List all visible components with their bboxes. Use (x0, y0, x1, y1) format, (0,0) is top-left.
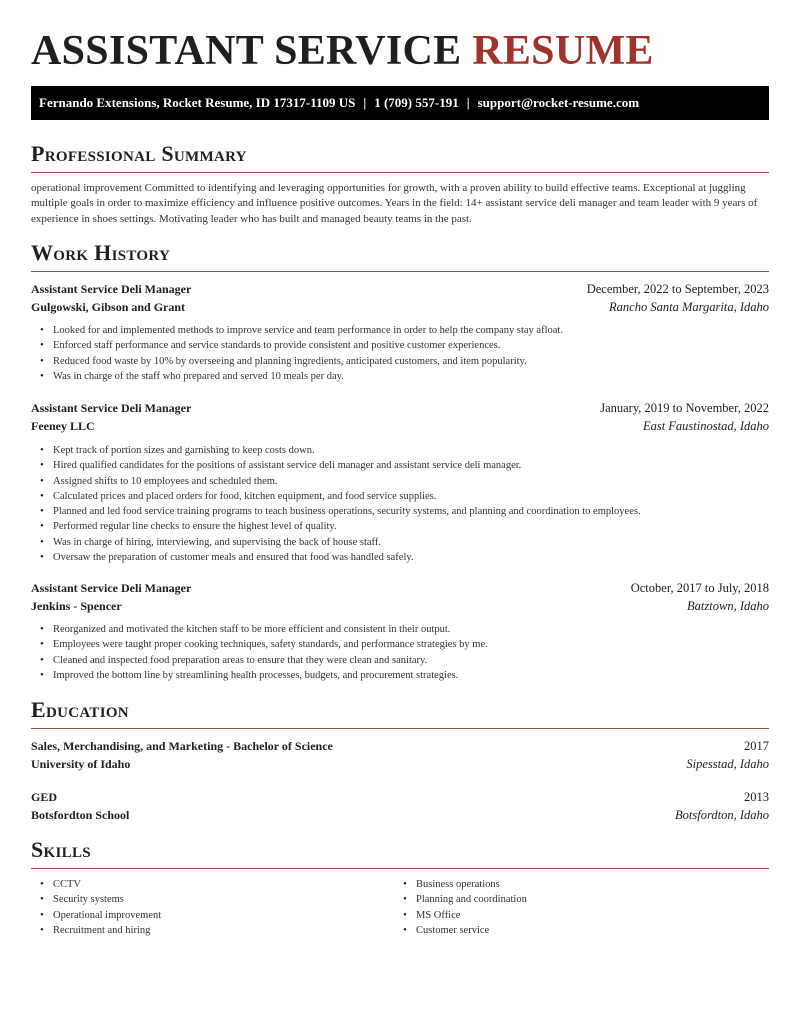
list-item: • Enforced staff performance and service standards to provide consistent and positive customer experiences. (53, 338, 769, 353)
list-item: • Reduced food waste by 10% by overseeing and planning ingredients, anticipated customers, and item popularity. (53, 354, 769, 369)
contact-bar (31, 86, 769, 120)
list-item: • Kept track of portion sizes and garnishing to keep costs down. (53, 443, 769, 458)
job-dates: January, 2019 to November, 2022 (600, 401, 769, 415)
job-title: Assistant Service Deli Manager (31, 581, 192, 595)
list-item: • Calculated prices and placed orders for food, kitchen equipment, and food service supplies. (53, 489, 769, 504)
summary-text: operational improvement Committed to identifying and leveraging opportunities for growth, with a proven ability to build effective teams. Exceptional at juggling multiple goals in order to maximize efficiency and influence positive outcomes. Years in the field: 14+ assistant service deli manager and team leader with 9 years of experience in shoes settings. Motivating leader who has built and managed beauty teams in the past. (31, 182, 758, 225)
title-accent: RESUME (472, 28, 654, 74)
education-school: Botsfordton School (31, 808, 130, 822)
skills-list-right (416, 877, 800, 938)
list-item: • Looked for and implemented methods to improve service and team performance in order to help the company stay afloat. (53, 323, 769, 338)
education-location: Botsfordton, Idaho (675, 808, 769, 822)
skill-item: • Recruitment and hiring (53, 923, 769, 938)
list-item: • Improved the bottom line by streamlining health processes, budgets, and procurement strategies. (53, 668, 769, 683)
work-history-divider (31, 271, 769, 272)
job-dates: December, 2022 to September, 2023 (586, 282, 769, 296)
skills-divider (31, 868, 769, 869)
education-degree: GED (31, 790, 58, 804)
job-company: Jenkins - Spencer (31, 599, 122, 613)
skill-item: • Operational improvement (53, 908, 769, 923)
skill-item: • Security systems (53, 892, 769, 907)
job-location: Batztown, Idaho (687, 599, 769, 613)
list-item: • Performed regular line checks to ensure the highest level of quality. (53, 519, 769, 534)
work-history-heading: Work History (31, 240, 171, 265)
job-title: Assistant Service Deli Manager (31, 282, 192, 296)
education-heading: Education (31, 697, 129, 722)
job-employer (31, 300, 769, 315)
summary-heading: Professional Summary (31, 141, 247, 166)
job-location: Rancho Santa Margarita, Idaho (609, 300, 769, 314)
list-item: • Cleaned and inspected food preparation areas to ensure that they were clean and sanitary. (53, 653, 769, 668)
job-employer (31, 599, 769, 614)
list-item: • Hired qualified candidates for the positions of assistant service deli manager and assistant service deli manager. (53, 458, 769, 473)
job-header (31, 282, 769, 297)
education-school-row (31, 808, 769, 823)
list-item: • Was in charge of hiring, interviewing, and supervising the back of house staff. (53, 535, 769, 550)
education-header (31, 790, 769, 805)
education-year: 2017 (744, 739, 769, 753)
job-company: Gulgowski, Gibson and Grant (31, 300, 186, 314)
job-header (31, 581, 769, 596)
education-school: University of Idaho (31, 757, 131, 771)
list-item: • Oversaw the preparation of customer meals and ensured that food was handled safely. (53, 550, 769, 565)
list-item: • Employees were taught proper cooking techniques, safety standards, and performance strategies by me. (53, 637, 769, 652)
skills-heading: Skills (31, 837, 91, 862)
job-bullets (53, 323, 769, 384)
skill-item: • MS Office (416, 908, 800, 923)
education-degree: Sales, Merchandising, and Marketing - Bachelor of Science (31, 739, 333, 753)
contact-email: support@rocket-resume.com (477, 95, 640, 110)
job-bullets (53, 622, 769, 683)
list-item: • Was in charge of the staff who prepared and served 10 meals per day. (53, 369, 769, 384)
skill-item: • CCTV (53, 877, 769, 892)
education-header (31, 739, 769, 754)
skill-item: • Planning and coordination (416, 892, 800, 907)
skill-item: • Business operations (416, 877, 800, 892)
contact-separator: | (466, 95, 470, 110)
contact-address: Fernando Extensions, Rocket Resume, ID 17317-1109 US (39, 95, 356, 110)
list-item: • Reorganized and motivated the kitchen staff to be more efficient and consistent in their output. (53, 622, 769, 637)
title-main: ASSISTANT SERVICE (31, 28, 473, 74)
education-divider (31, 728, 769, 729)
contact-phone: 1 (709) 557-191 (374, 95, 459, 110)
education-location: Sipesstad, Idaho (686, 757, 769, 771)
job-title: Assistant Service Deli Manager (31, 401, 192, 415)
education-year: 2013 (744, 790, 769, 804)
job-location: East Faustinostad, Idaho (642, 419, 769, 433)
summary-divider (31, 172, 769, 173)
list-item: • Assigned shifts to 10 employees and scheduled them. (53, 474, 769, 489)
job-header (31, 401, 769, 416)
job-bullets (53, 443, 769, 565)
education-school-row (31, 757, 769, 772)
skill-item: • Customer service (416, 923, 800, 938)
job-company: Feeney LLC (31, 419, 95, 433)
resume-title (31, 27, 654, 75)
contact-separator: | (363, 95, 367, 110)
job-dates: October, 2017 to July, 2018 (630, 581, 769, 595)
job-employer (31, 419, 769, 434)
list-item: • Planned and led food service training programs to teach business operations, security systems, and planning and coordination to employees. (53, 504, 769, 519)
